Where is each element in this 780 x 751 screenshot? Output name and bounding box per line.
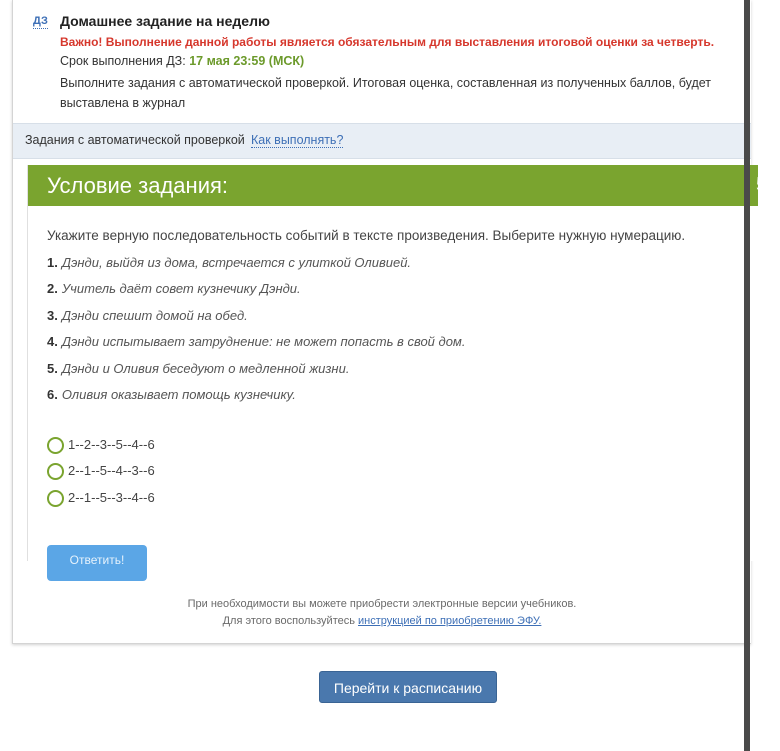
task-header — [28, 165, 768, 206]
homework-tag: ДЗ — [33, 15, 48, 27]
task-number: 5 — [756, 174, 768, 196]
event-item — [47, 334, 465, 349]
event-text: Дэнди испытывает затруднение: не может попасть в свой дом. — [61, 334, 466, 349]
option-label: 1--2--3--5--4--6 — [68, 437, 155, 452]
task-header-title: Условие задания: — [47, 173, 229, 198]
how-to-link[interactable]: Как выполнять? — [251, 133, 344, 147]
event-item — [47, 308, 248, 323]
homework-warning: Важно! Выполнение данной работы является обязательным для выставления итоговой оценки за четверть. — [60, 35, 715, 49]
event-number: 4. — [47, 334, 58, 349]
homework-description: Выполните задания с автоматической проверкой. Итоговая оценка, составленная из полученных баллов, будет выставлена в журнал — [60, 76, 712, 110]
event-number: 6. — [47, 387, 58, 402]
radio-button[interactable] — [47, 437, 64, 454]
efu-instruction-link[interactable]: инструкцией по приобретению ЭФУ. — [358, 615, 542, 627]
event-text: Учитель даёт совет кузнечику Дэнди. — [61, 281, 301, 296]
task-question: Укажите верную последовательность событий в тексте произведения. Выберите нужную нумерацию. — [47, 228, 686, 243]
submit-answer-button[interactable]: Ответить! — [47, 545, 147, 581]
footer-note: При необходимости вы можете приобрести электронные версии учебников. — [187, 598, 577, 610]
event-number: 3. — [47, 308, 58, 323]
homework-card — [12, 0, 768, 644]
radio-button[interactable] — [47, 490, 64, 507]
auto-check-bar — [13, 123, 751, 159]
event-item — [47, 255, 411, 270]
deadline-label: Срок выполнения ДЗ: — [60, 54, 190, 68]
footer-prefix: Для этого воспользуйтесь — [222, 615, 359, 627]
event-number: 2. — [47, 281, 58, 296]
task-panel — [27, 165, 768, 567]
go-to-schedule-button[interactable]: Перейти к расписанию — [319, 671, 497, 703]
event-number: 5. — [47, 361, 58, 376]
deadline-value: 17 мая 23:59 (МСК) — [189, 54, 305, 68]
event-item — [47, 281, 301, 296]
event-text: Дэнди и Оливия беседуют о медленной жизни. — [61, 361, 350, 376]
option-label: 2--1--5--3--4--6 — [68, 490, 155, 505]
homework-deadline — [60, 54, 304, 68]
event-item — [47, 387, 296, 402]
event-text: Оливия оказывает помощь кузнечику. — [61, 387, 296, 402]
scrollbar[interactable] — [744, 0, 750, 751]
event-text: Дэнди, выйдя из дома, встречается с улиткой Оливией. — [61, 255, 412, 270]
footer-instruction — [13, 615, 751, 627]
event-item — [47, 361, 349, 376]
auto-check-label: Задания с автоматической проверкой — [25, 133, 245, 147]
homework-title: Домашнее задание на неделю — [60, 13, 270, 29]
event-number: 1. — [47, 255, 58, 270]
radio-button[interactable] — [47, 463, 64, 480]
option-label: 2--1--5--4--3--6 — [68, 463, 155, 478]
event-text: Дэнди спешит домой на обед. — [61, 308, 248, 323]
